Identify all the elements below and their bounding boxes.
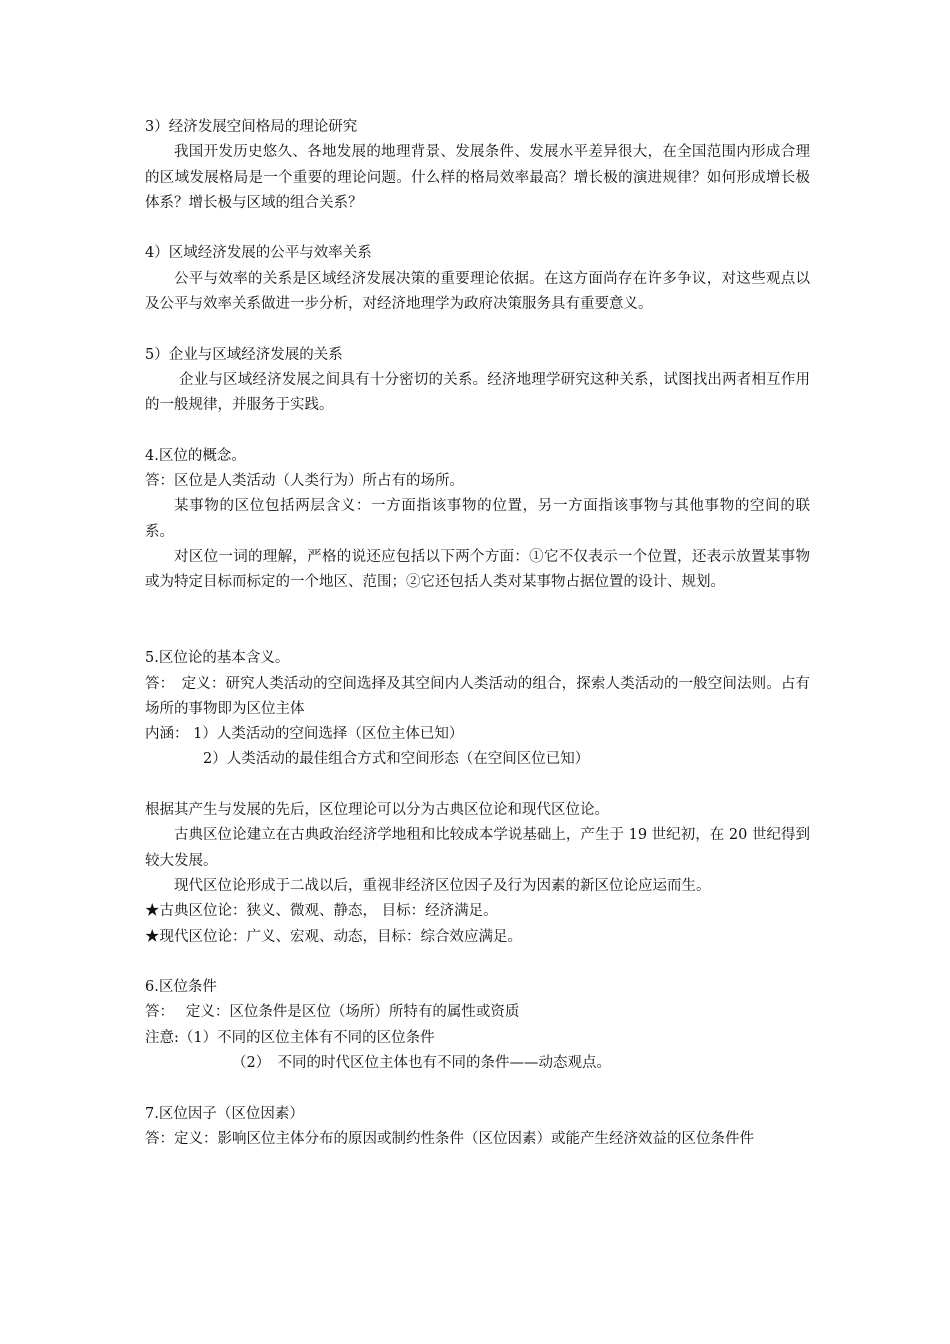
question-4-para-1: 某事物的区位包括两层含义：一方面指该事物的位置，另一方面指该事物与其他事物的空间的联系。 <box>145 498 810 540</box>
question-5-classical-item: ★古典区位论：狭义、微观、静态， 目标：经济满足。 <box>145 903 498 920</box>
section-3-title: 3）经济发展空间格局的理论研究 <box>145 119 358 135</box>
section-4-title: 4）区域经济发展的公平与效率关系 <box>145 245 372 262</box>
section-4-body: 公平与效率的关系是区域经济发展决策的重要理论依据。在这方面尚存在许多争议，对这些观点以及公平与效率关系做进一步分析，对经济地理学为政府决策服务具有重要意义。 <box>145 270 810 313</box>
question-6-note-2: （2） 不同的时代区位主体也有不同的条件——动态观点。 <box>232 1054 611 1071</box>
question-5-para-3: 现代区位论形成于二战以后，重视非经济区位因子及行为因素的新区位论应运而生。 <box>174 877 711 894</box>
question-6-answer: 答： 定义：区位条件是区位（场所）所特有的属性或资质 <box>145 1004 520 1021</box>
question-5-modern-item: ★现代区位论：广义、宏观、动态，目标：综合效应满足。 <box>145 928 522 945</box>
spacer <box>145 1076 810 1101</box>
section-5-body: 企业与区域经济发展之间具有十分密切的关系。经济地理学研究这种关系，试图找出两者相互作用的一般规律，并服务于实践。 <box>145 371 810 414</box>
question-5-connotation-1: 内涵： 1）人类活动的空间选择（区位主体已知） <box>145 726 464 743</box>
question-5-para-2: 古典区位论建立在古典政治经济学地租和比较成本学说基础上，产生于 19 世纪初，在 20 世纪得到较大发展。 <box>145 827 810 869</box>
question-5-para-1: 根据其产生与发展的先后，区位理论可以分为古典区位论和现代区位论。 <box>145 802 609 819</box>
question-7-answer: 答：定义：影响区位主体分布的原因或制约性条件（区位因素）或能产生经济效益的区位条件件 <box>145 1130 754 1147</box>
spacer <box>145 950 810 975</box>
question-5-title: 5.区位论的基本含义。 <box>145 650 290 667</box>
document-page <box>145 115 810 1152</box>
spacer <box>145 216 810 241</box>
section-5-title: 5）企业与区域经济发展的关系 <box>145 346 343 363</box>
spacer <box>145 773 810 798</box>
spacer <box>145 596 810 647</box>
question-5-connotation-2: 2）人类活动的最佳组合方式和空间形态（在空间区位已知） <box>203 751 590 768</box>
question-5-answer: 答： 定义：研究人类活动的空间选择及其空间内人类活动的组合，探索人类活动的一般空间法则。占有场所的事物即为区位主体 <box>145 675 810 717</box>
spacer <box>145 317 810 342</box>
question-6-title: 6.区位条件 <box>145 979 217 996</box>
question-7-title: 7.区位因子（区位因素） <box>145 1105 304 1122</box>
question-4-answer: 答：区位是人类活动（人类行为）所占有的场所。 <box>145 473 464 490</box>
spacer <box>145 419 810 444</box>
question-6-note-1: 注意:（1）不同的区位主体有不同的区位条件 <box>145 1029 435 1046</box>
section-3-body: 我国开发历史悠久、各地发展的地理背景、发展条件、发展水平差异很大，在全国范围内形成合理的区域发展格局是一个重要的理论问题。什么样的格局效率最高？增长极的演进规律？如何形成增长极体系？增长极与区域的组合关系？ <box>145 144 810 211</box>
question-4-para-2: 对区位一词的理解，严格的说还应包括以下两个方面：①它不仅表示一个位置，还表示放置某事物或为特定目标而标定的一个地区、范围；②它还包括人类对某事物占据位置的设计、规划。 <box>145 549 810 591</box>
question-4-title: 4.区位的概念。 <box>145 447 246 464</box>
